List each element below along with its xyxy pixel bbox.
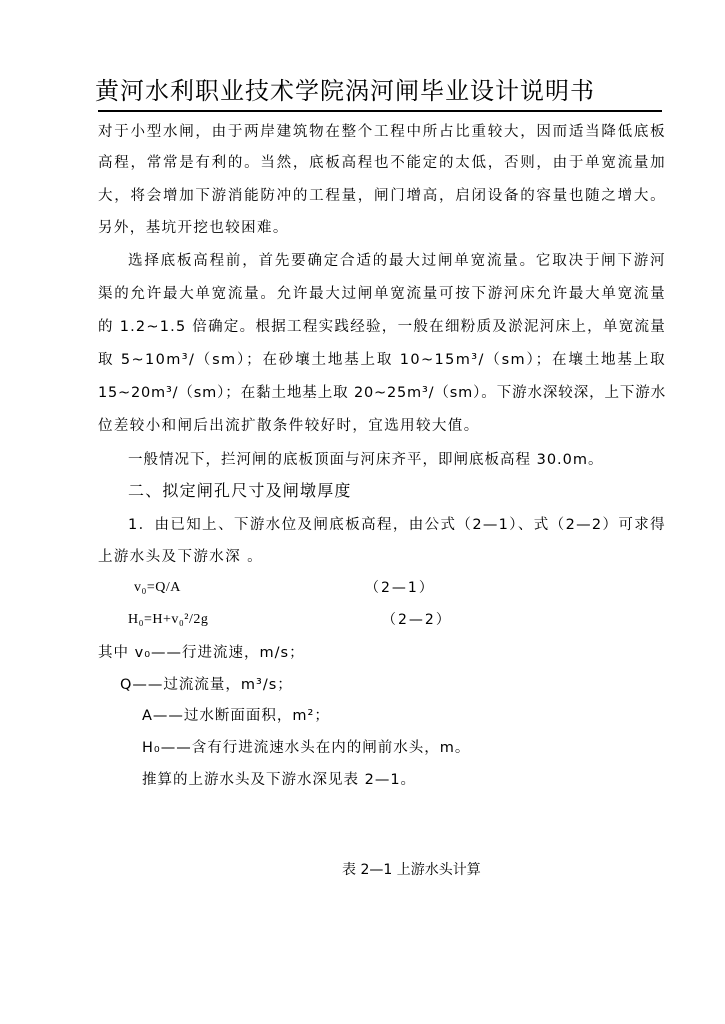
- paragraph-1-line-4: 另外，基坑开挖也较困难。: [98, 220, 289, 236]
- definition-v0: 其中 v₀——行进流速，m/s；: [98, 645, 305, 661]
- paragraph-2-line-4: 取 5~10m³/（sm）；在砂壤土地基上取 10~15m³/（sm）；在壤土地基上取: [98, 352, 666, 368]
- formula-2-1: v₀=Q/A: [134, 580, 181, 595]
- paragraph-2-line-5: 15~20m³/（sm）；在黏土地基上取 20~25m³/（sm）。下游水深较深，上下游水: [98, 385, 666, 401]
- paragraph-4-line-1: 1．由已知上、下游水位及闸底板高程，由公式（2—1）、式（2—2）可求得: [128, 517, 666, 533]
- section-heading: 二、拟定闸孔尺寸及闸墩厚度: [128, 481, 352, 500]
- formula-2-1-number: （2—1）: [365, 580, 435, 596]
- paragraph-2-line-2: 渠的允许最大单宽流量。允许最大过闸单宽流量可按下游河床允许最大单宽流量: [98, 286, 666, 302]
- paragraph-3: 一般情况下，拦河闸的底板顶面与河床齐平，即闸底板高程 30.0m。: [128, 452, 604, 468]
- paragraph-1-line-3: 大，将会增加下游消能防冲的工程量，闸门增高，启闭设备的容量也随之增大。: [98, 188, 666, 204]
- formula-2-2-number: （2—2）: [382, 612, 452, 628]
- paragraph-4-line-2: 上游水头及下游水深 。: [98, 549, 264, 565]
- paragraph-1-line-1: 对于小型水闸，由于两岸建筑物在整个工程中所占比重较大，因而适当降低底板: [98, 124, 666, 140]
- table-caption: 表 2—1 上游水头计算: [342, 862, 481, 878]
- definition-Q: Q——过流流量，m³/s；: [120, 677, 293, 693]
- title-underline: [98, 110, 662, 112]
- paragraph-2-line-6: 位差较小和闸后出流扩散条件较好时，宜选用较大值。: [98, 418, 480, 434]
- definition-H0: H₀——含有行进流速水头在内的闸前水头，m。: [142, 740, 471, 756]
- paragraph-1-line-2: 高程，常常是有利的。当然，底板高程也不能定的太低，否则，由于单宽流量加: [98, 155, 666, 171]
- definition-A: A——过水断面面积，m²；: [142, 708, 330, 724]
- formula-2-2: H₀=H+v₀²/2g: [128, 612, 209, 627]
- paragraph-5: 推算的上游水头及下游水深见表 2—1。: [142, 772, 417, 788]
- document-title: 黄河水利职业技术学院涡河闸毕业设计说明书: [95, 77, 595, 105]
- paragraph-2-line-3: 的 1.2~1.5 倍确定。根据工程实践经验，一般在细粉质及淤泥河床上，单宽流量: [98, 319, 666, 335]
- paragraph-2-line-1: 选择底板高程前，首先要确定合适的最大过闸单宽流量。它取决于闸下游河: [128, 253, 666, 269]
